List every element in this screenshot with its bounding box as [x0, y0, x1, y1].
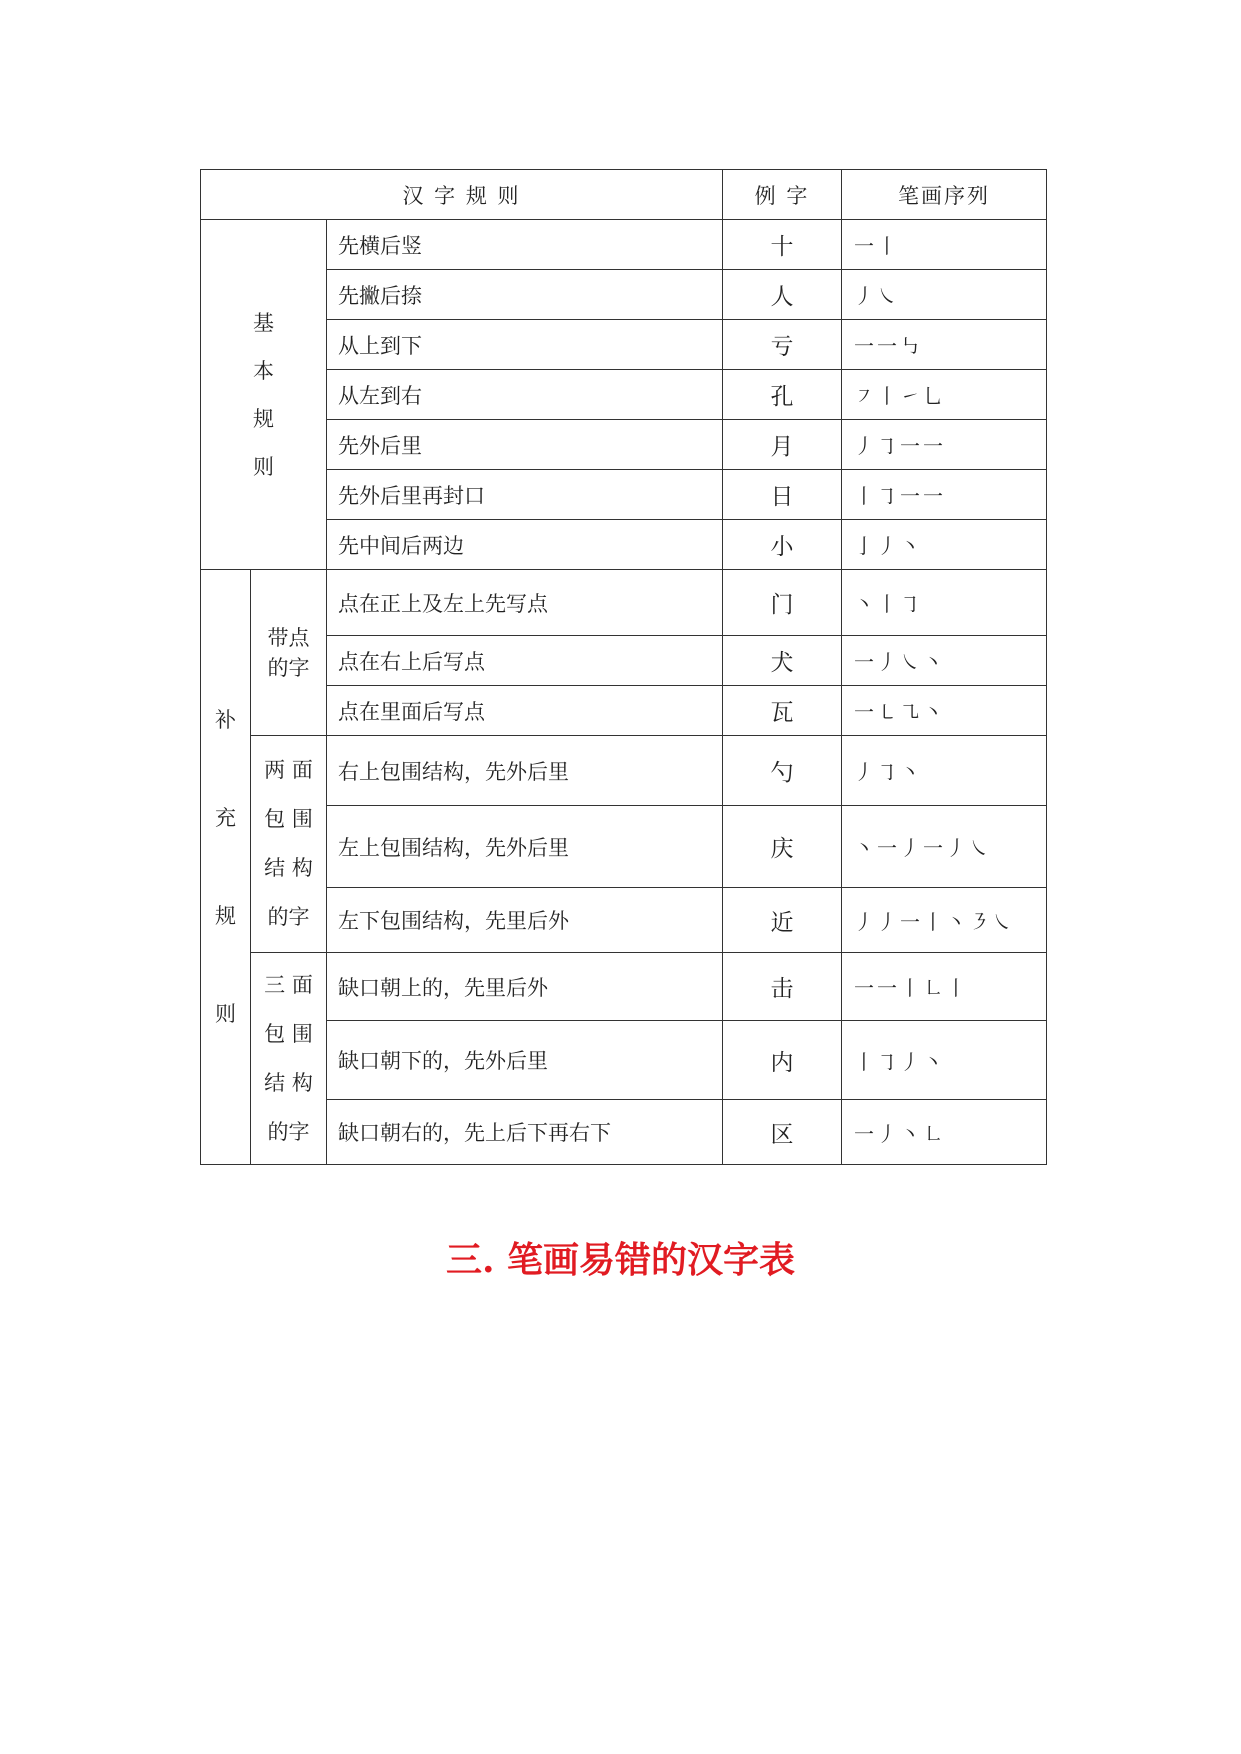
stroke-sequence: 丿丿一丨丶㇋㇏	[842, 888, 1047, 953]
rule-text: 先外后里	[327, 420, 723, 470]
stroke-sequence: 丿㇆丶	[842, 736, 1047, 806]
table-row	[201, 636, 1047, 686]
rule-text: 右上包围结构，先外后里	[327, 736, 723, 806]
rule-text: 从左到右	[327, 370, 723, 420]
example-char: 亏	[723, 320, 842, 370]
table-row	[201, 1021, 1047, 1100]
header-rule: 汉 字 规 则	[201, 170, 723, 220]
rule-text: 缺口朝右的，先上后下再右下	[327, 1100, 723, 1165]
header-example: 例 字	[723, 170, 842, 220]
table-row	[201, 806, 1047, 888]
example-char: 庆	[723, 806, 842, 888]
example-char: 区	[723, 1100, 842, 1165]
stroke-sequence: 丶一丿一丿㇏	[842, 806, 1047, 888]
group-label-three-side: 三 面 包 围 结 构 的字	[251, 953, 327, 1165]
table-row	[201, 270, 1047, 320]
stroke-sequence: 丶丨㇆	[842, 570, 1047, 636]
table-row	[201, 320, 1047, 370]
stroke-sequence: 丨㇆一一	[842, 470, 1047, 520]
rule-text: 先外后里再封口	[327, 470, 723, 520]
example-char: 近	[723, 888, 842, 953]
rule-text: 缺口朝下的，先外后里	[327, 1021, 723, 1100]
rule-text: 点在正上及左上先写点	[327, 570, 723, 636]
rule-text: 先横后竖	[327, 220, 723, 270]
group-label-dotted: 带点 的字	[251, 570, 327, 736]
table-row	[201, 736, 1047, 806]
example-char: 击	[723, 953, 842, 1021]
table-row	[201, 888, 1047, 953]
table-row	[201, 686, 1047, 736]
supplement-rules-label: 补 充 规 则	[201, 570, 251, 1165]
stroke-sequence: ㇇丨㇀乚	[842, 370, 1047, 420]
stroke-sequence: 一一㇉	[842, 320, 1047, 370]
example-char: 小	[723, 520, 842, 570]
stroke-sequence: 一丿丶㇗	[842, 1100, 1047, 1165]
rule-text: 左下包围结构，先里后外	[327, 888, 723, 953]
table-row	[201, 1100, 1047, 1165]
example-char: 瓦	[723, 686, 842, 736]
rule-text: 点在里面后写点	[327, 686, 723, 736]
stroke-sequence: 丿㇆一一	[842, 420, 1047, 470]
example-char: 日	[723, 470, 842, 520]
example-char: 勺	[723, 736, 842, 806]
stroke-order-rules-table	[200, 169, 1047, 1165]
stroke-sequence: 丿㇏	[842, 270, 1047, 320]
stroke-sequence: 一丨	[842, 220, 1047, 270]
header-sequence: 笔画序列	[842, 170, 1047, 220]
section-title: 三. 笔画易错的汉字表	[445, 1239, 796, 1281]
table-row	[201, 520, 1047, 570]
table-row	[201, 953, 1047, 1021]
example-char: 犬	[723, 636, 842, 686]
example-char: 人	[723, 270, 842, 320]
group-label-two-side: 两 面 包 围 结 构 的字	[251, 736, 327, 953]
stroke-sequence: 一㇄㇈丶	[842, 686, 1047, 736]
stroke-sequence: 亅丿丶	[842, 520, 1047, 570]
stroke-sequence: 丨㇆丿丶	[842, 1021, 1047, 1100]
rule-text: 缺口朝上的，先里后外	[327, 953, 723, 1021]
rule-text: 左上包围结构，先外后里	[327, 806, 723, 888]
rule-text: 从上到下	[327, 320, 723, 370]
example-char: 门	[723, 570, 842, 636]
table-row	[201, 470, 1047, 520]
table-row	[201, 570, 1047, 636]
basic-rules-label: 基 本 规 则	[201, 220, 327, 570]
example-char: 十	[723, 220, 842, 270]
example-char: 内	[723, 1021, 842, 1100]
rule-text: 点在右上后写点	[327, 636, 723, 686]
table-row	[201, 370, 1047, 420]
table-row	[201, 420, 1047, 470]
example-char: 月	[723, 420, 842, 470]
table-row	[201, 220, 1047, 270]
stroke-sequence: 一一丨㇗丨	[842, 953, 1047, 1021]
table-header-row	[201, 170, 1047, 220]
rule-text: 先撇后捺	[327, 270, 723, 320]
stroke-sequence: 一丿㇏丶	[842, 636, 1047, 686]
rule-text: 先中间后两边	[327, 520, 723, 570]
example-char: 孔	[723, 370, 842, 420]
